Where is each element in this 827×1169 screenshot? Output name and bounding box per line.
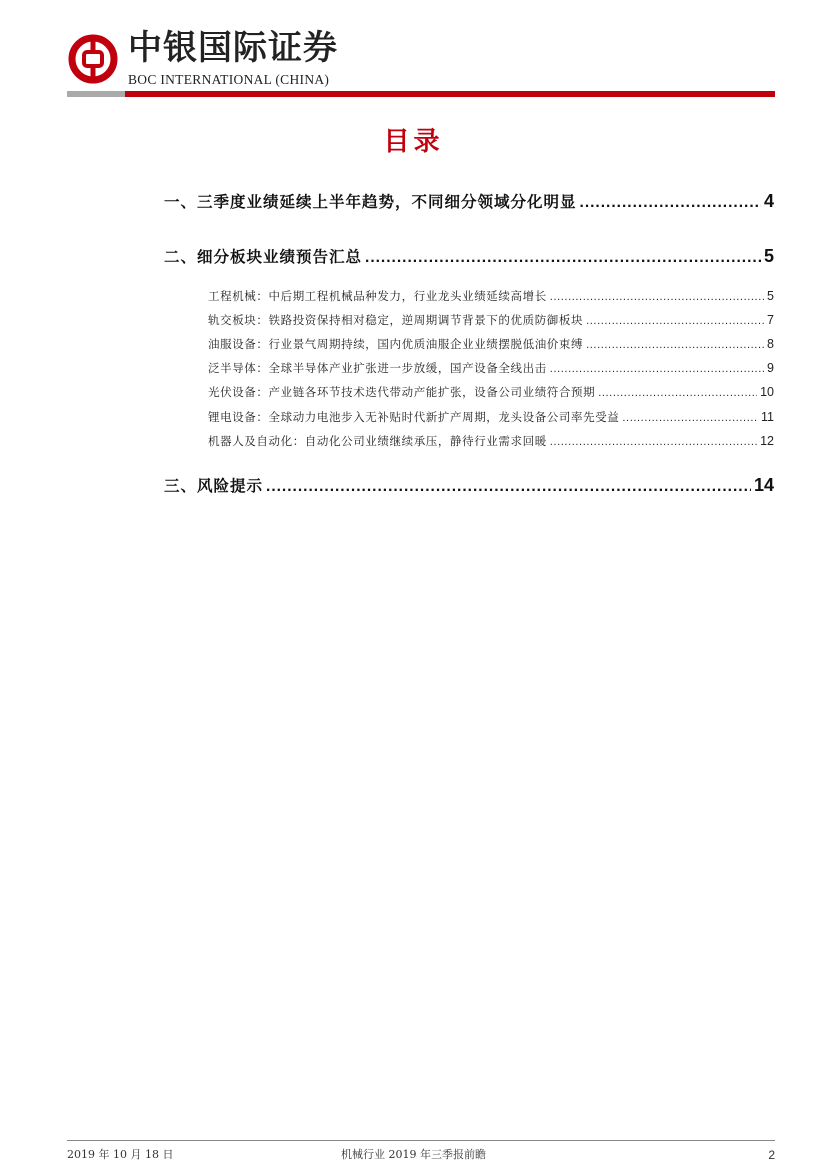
toc-section-page: 14: [753, 475, 774, 495]
header-rule-red: [125, 91, 775, 97]
toc-subsection-2[interactable]: [208, 312, 774, 328]
dot-leader: [365, 249, 761, 267]
toc-subsection-label: 轨交板块：铁路投资保持相对稳定，逆周期调节背景下的优质防御板块: [208, 313, 584, 327]
toc-subsection-page: 12: [760, 434, 774, 448]
toc-subsection-label: 锂电设备：全球动力电池步入无补贴时代新扩产周期，龙头设备公司率先受益: [208, 410, 620, 424]
toc-section-page: 5: [763, 246, 774, 266]
toc-subsection-page: 9: [767, 361, 774, 375]
toc-subsection-label: 泛半导体：全球半导体产业扩张进一步放缓，国产设备全线出击: [208, 361, 547, 375]
dot-leader: [586, 315, 764, 327]
toc-section-page: 4: [763, 191, 774, 211]
toc-section-label: 二、细分板块业绩预告汇总: [164, 247, 363, 266]
toc-title: 目录: [383, 127, 444, 157]
toc-section-1[interactable]: [164, 190, 774, 212]
dot-leader: [550, 363, 764, 375]
toc-subsection-4[interactable]: [208, 360, 774, 376]
toc-section-label: 三、风险提示: [164, 476, 264, 495]
header-rule-gray: [67, 91, 125, 97]
footer-report-title: 机械行业 2019 年三季报前瞻: [341, 1148, 486, 1161]
toc-subsection-5[interactable]: [208, 384, 774, 400]
toc-subsection-label: 工程机械：中后期工程机械品种发力，行业龙头业绩延续高增长: [208, 289, 547, 303]
footer-date: 2019 年 10 月 18 日: [67, 1148, 174, 1161]
toc-section-3[interactable]: [164, 474, 774, 496]
toc-subsection-1[interactable]: [208, 288, 774, 304]
toc-section-label: 一、三季度业绩延续上半年趋势，不同细分领域分化明显: [164, 192, 577, 211]
toc-section-2[interactable]: [164, 245, 774, 267]
dot-leader: [586, 339, 764, 351]
footer-rule: [67, 1140, 775, 1141]
dot-leader: [550, 436, 757, 448]
toc-subsection-label: 光伏设备：产业链各环节技术迭代带动产能扩张，设备公司业绩符合预期: [208, 385, 596, 399]
dot-leader: [266, 478, 751, 496]
toc-subsection-label: 机器人及自动化：自动化公司业绩继续承压，静待行业需求回暖: [208, 434, 547, 448]
brand-name-cn: 中银国际证券: [128, 28, 338, 68]
brand-name-en: BOC INTERNATIONAL (CHINA): [128, 72, 330, 87]
toc-subsection-page: 5: [767, 289, 774, 303]
toc-subsection-page: 11: [761, 410, 774, 424]
footer-page-number: 2: [768, 1148, 775, 1162]
dot-leader: [580, 194, 761, 212]
toc-subsection-3[interactable]: [208, 336, 774, 352]
toc-subsection-label: 油服设备：行业景气周期持续，国内优质油服企业业绩摆脱低油价束缚: [208, 337, 584, 351]
dot-leader: [598, 387, 757, 399]
boc-logo-icon: [68, 34, 118, 84]
toc-subsection-7[interactable]: [208, 433, 774, 449]
dot-leader: [550, 291, 764, 303]
toc-subsection-page: 8: [767, 337, 774, 351]
toc-subsection-page: 10: [760, 385, 774, 399]
toc-subsection-6[interactable]: [208, 409, 774, 425]
toc-subsection-page: 7: [767, 313, 774, 327]
dot-leader: [622, 412, 758, 424]
